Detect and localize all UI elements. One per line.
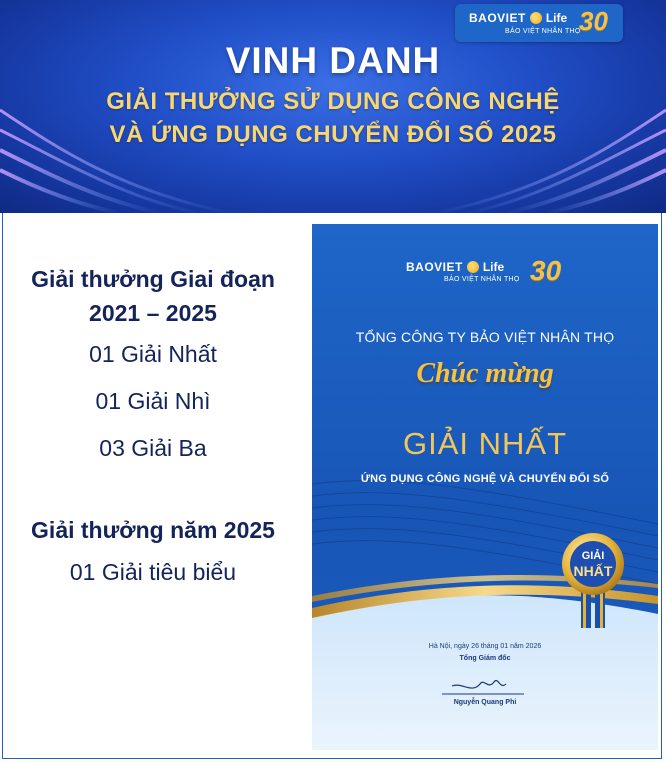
certificate-award-title: GIẢI NHẤT xyxy=(402,426,567,461)
medal-label-1: GIẢI xyxy=(581,550,605,562)
signer-title: Tổng Giám đốc xyxy=(459,655,511,662)
banner-title: VINH DANH xyxy=(225,40,441,81)
sun-icon xyxy=(467,261,479,273)
certificate-date: Hà Nội, ngày 26 tháng 01 năm 2026 xyxy=(428,643,542,650)
brand-subtitle: BẢO VIỆT NHÂN THỌ xyxy=(505,28,581,35)
banner-subtitle-line-2: VÀ ỨNG DỤNG CHUYỂN ĐỔI SỐ 2025 xyxy=(109,121,557,148)
medal-label-2: NHẤT xyxy=(573,563,613,579)
award-medal-icon xyxy=(559,532,627,632)
anniversary-30-logo: 30 xyxy=(579,6,608,36)
certificate-award-subtitle: ỨNG DỤNG CÔNG NGHỆ VÀ CHUYỂN ĐỔI SỐ xyxy=(360,473,610,485)
brand-logo xyxy=(455,4,623,42)
signer-name: Nguyễn Quang Phi xyxy=(453,699,517,706)
certificate-company: TỔNG CÔNG TY BẢO VIỆT NHÂN THỌ xyxy=(355,329,615,345)
period-award-item: 03 Giải Ba xyxy=(99,435,207,461)
certificate-background xyxy=(312,224,658,750)
header-banner xyxy=(0,0,666,213)
award-certificate xyxy=(312,224,658,750)
banner-subtitle-line-1: GIẢI THƯỞNG SỬ DỤNG CÔNG NGHỆ xyxy=(106,88,560,115)
anniversary-30-logo: 30 xyxy=(530,255,562,286)
certificate-brand-subtitle: BẢO VIỆT NHÂN THỌ xyxy=(444,276,520,283)
brand-name: BAOVIET xyxy=(469,11,526,25)
period-award-item: 01 Giải Nhì xyxy=(95,388,211,414)
certificate-congrats: Chúc mừng xyxy=(416,358,554,389)
certificate-brand-life: Life xyxy=(482,260,505,274)
award-summary xyxy=(0,262,306,584)
certificate-brand-name: BAOVIET xyxy=(406,260,463,274)
period-heading-line-1: Giải thưởng Giai đoạn xyxy=(31,266,275,292)
brand-life: Life xyxy=(545,11,568,25)
year-award-item: 01 Giải tiêu biểu xyxy=(69,559,237,585)
period-award-item: 01 Giải Nhất xyxy=(89,341,217,367)
sun-icon xyxy=(530,12,542,24)
year-heading: Giải thưởng năm 2025 xyxy=(31,517,275,543)
period-heading-line-2: 2021 – 2025 xyxy=(89,300,217,326)
